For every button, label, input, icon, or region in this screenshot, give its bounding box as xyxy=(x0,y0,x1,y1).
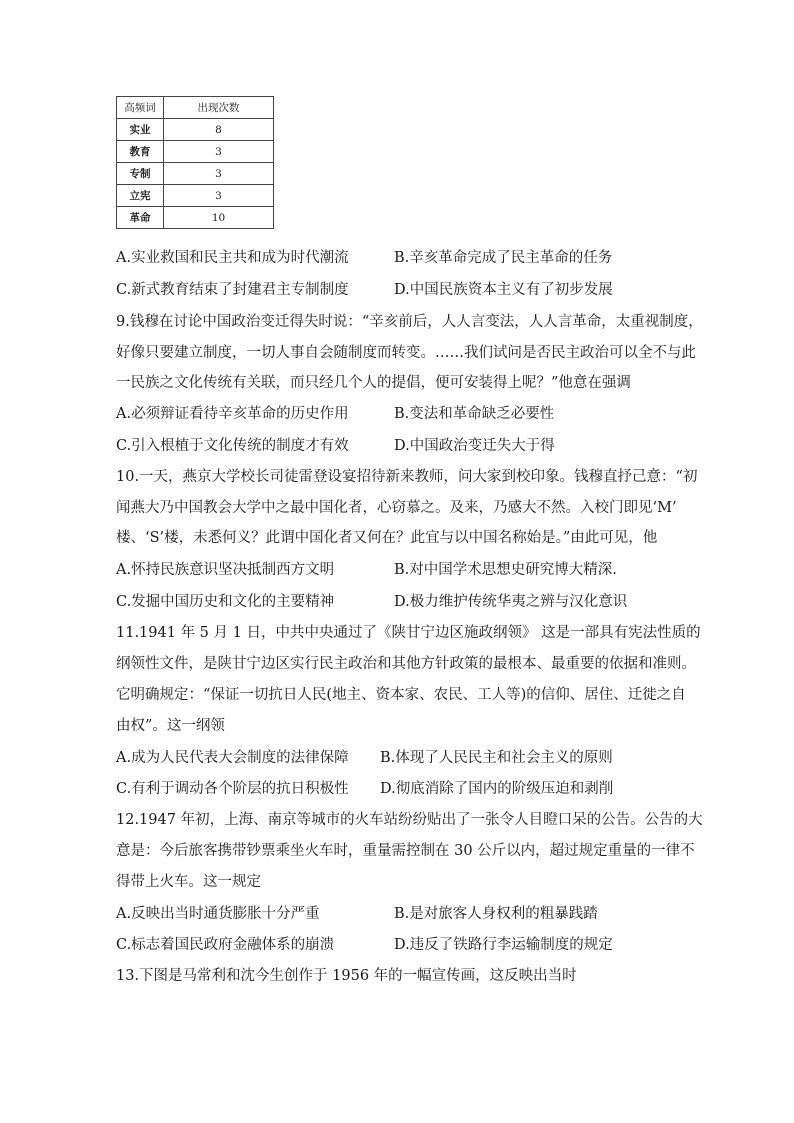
table-cell: 专制 xyxy=(117,163,164,185)
q10-option-b[interactable]: B.对中国学术思想史研究博大精深. xyxy=(394,562,617,578)
q11-option-a[interactable]: A.成为人民代表大会制度的法律保障 xyxy=(116,750,349,766)
q8-option-d[interactable]: D.中国民族资本主义有了初步发展 xyxy=(394,282,613,298)
q11-stem-line: 由权”。这一纲领 xyxy=(116,718,225,734)
table-header: 出现次数 xyxy=(164,97,274,119)
q8-options-row-1 xyxy=(116,248,613,268)
q11-options-row-2 xyxy=(116,779,614,799)
table-cell: 教育 xyxy=(117,141,164,163)
q12-options-row-1 xyxy=(116,904,598,924)
table-cell: 10 xyxy=(164,207,274,229)
q9-stem-line: 9.钱穆在讨论中国政治变迁得失时说：“辛亥前后，人人言变法，人人言革命，太重视制度， xyxy=(116,314,703,330)
q10-option-c[interactable]: C.发掘中国历史和文化的主要精神 xyxy=(116,594,335,610)
q11-option-c[interactable]: C.有利于调动各个阶层的抗日积极性 xyxy=(116,781,349,797)
q10-option-d[interactable]: D.极力维护传统华夷之辨与汉化意识 xyxy=(394,594,628,610)
table-row xyxy=(117,207,274,229)
q9-option-b[interactable]: B.变法和革命缺乏必要性 xyxy=(394,406,555,422)
table-row xyxy=(117,163,274,185)
table-cell: 革命 xyxy=(117,207,164,229)
q12-option-b[interactable]: B.是对旅客人身权利的粗暴践踏 xyxy=(394,906,598,922)
table-row xyxy=(117,119,274,141)
q9-stem-line: 好像只要建立制度，一切人事自会随制度而转变。……我们试问是否民主政治可以全不与此 xyxy=(116,345,696,361)
q12-option-d[interactable]: D.违反了铁路行李运输制度的规定 xyxy=(394,937,613,953)
q9-option-a[interactable]: A.必须辩证看待辛亥革命的历史作用 xyxy=(116,406,349,422)
q11-stem-line: 11.1941 年 5 月 1 日，中共中央通过了《陕甘宁边区施政纲领》 这是一部具有宪法性质的 xyxy=(116,625,701,641)
q9-options-row-1 xyxy=(116,404,555,424)
q11-option-d[interactable]: D.彻底消除了国内的阶级压迫和剥削 xyxy=(380,781,614,797)
q11-options-row-1 xyxy=(116,748,613,768)
table-cell: 3 xyxy=(164,141,274,163)
q10-stem-line: 10.一天，燕京大学校长司徒雷登设宴招待新来教师，问大家到校印象。钱穆直抒己意：“初 xyxy=(116,469,698,485)
q12-option-a[interactable]: A.反映出当时通货膨胀十分严重 xyxy=(116,906,320,922)
q10-stem-line: 楼、‘S’楼，未悉何义？此谓中国化者又何在？此宜与以中国名称始是。”由此可见，他 xyxy=(116,530,658,546)
q12-stem-line: 意是：今后旅客携带钞票乘坐火车时，重量需控制在 30 公斤以内，超过规定重量的一律不 xyxy=(116,843,695,859)
q8-options-row-2 xyxy=(116,280,613,300)
q10-stem-line: 闻燕大乃中国教会大学中之最中国化者，心窃慕之。及来，乃感大不然。入校门即见‘M’ xyxy=(116,500,677,516)
q8-option-b[interactable]: B.辛亥革命完成了民主革命的任务 xyxy=(394,250,613,266)
q11-stem-line: 它明确规定：“保证一切抗日人民(地主、资本家、农民、工人等)的信仰、居住、迁徙之自 xyxy=(116,687,686,703)
q9-options-row-2 xyxy=(116,436,555,456)
q11-stem-line: 纲领性文件，是陕甘宁边区实行民主政治和其他方针政策的最根本、最重要的依据和准则。 xyxy=(116,656,696,672)
table-header: 高频词 xyxy=(117,97,164,119)
q8-option-a[interactable]: A.实业救国和民主共和成为时代潮流 xyxy=(116,250,349,266)
table-row xyxy=(117,141,274,163)
q10-options-row-1 xyxy=(116,560,617,580)
table-cell: 实业 xyxy=(117,119,164,141)
table-cell: 3 xyxy=(164,185,274,207)
q11-option-b[interactable]: B.体现了人民民主和社会主义的原则 xyxy=(380,750,613,766)
q9-option-c[interactable]: C.引入根植于文化传统的制度才有效 xyxy=(116,438,349,454)
q12-options-row-2 xyxy=(116,935,613,955)
q10-options-row-2 xyxy=(116,592,628,612)
table-cell: 8 xyxy=(164,119,274,141)
frequency-table xyxy=(116,96,274,229)
q9-stem-line: 一民族之文化传统有关联，而只经几个人的提倡，便可安装得上呢？”他意在强调 xyxy=(116,375,631,391)
table-cell: 立宪 xyxy=(117,185,164,207)
q12-option-c[interactable]: C.标志着国民政府金融体系的崩溃 xyxy=(116,937,335,953)
table-header-row xyxy=(117,97,274,119)
table-cell: 3 xyxy=(164,163,274,185)
q9-option-d[interactable]: D.中国政治变迁失大于得 xyxy=(394,438,555,454)
q12-stem-line: 12.1947 年初，上海、南京等城市的火车站纷纷贴出了一张令人目瞪口呆的公告。公告的大 xyxy=(116,812,703,828)
q12-stem-line: 得带上火车。这一规定 xyxy=(116,874,261,890)
table-row xyxy=(117,185,274,207)
q13-stem: 13.下图是马常利和沈今生创作于 1956 年的一幅宣传画，这反映出当时 xyxy=(116,968,577,984)
q10-option-a[interactable]: A.怀持民族意识坚决抵制西方文明 xyxy=(116,562,335,578)
q8-option-c[interactable]: C.新式教育结束了封建君主专制制度 xyxy=(116,282,349,298)
